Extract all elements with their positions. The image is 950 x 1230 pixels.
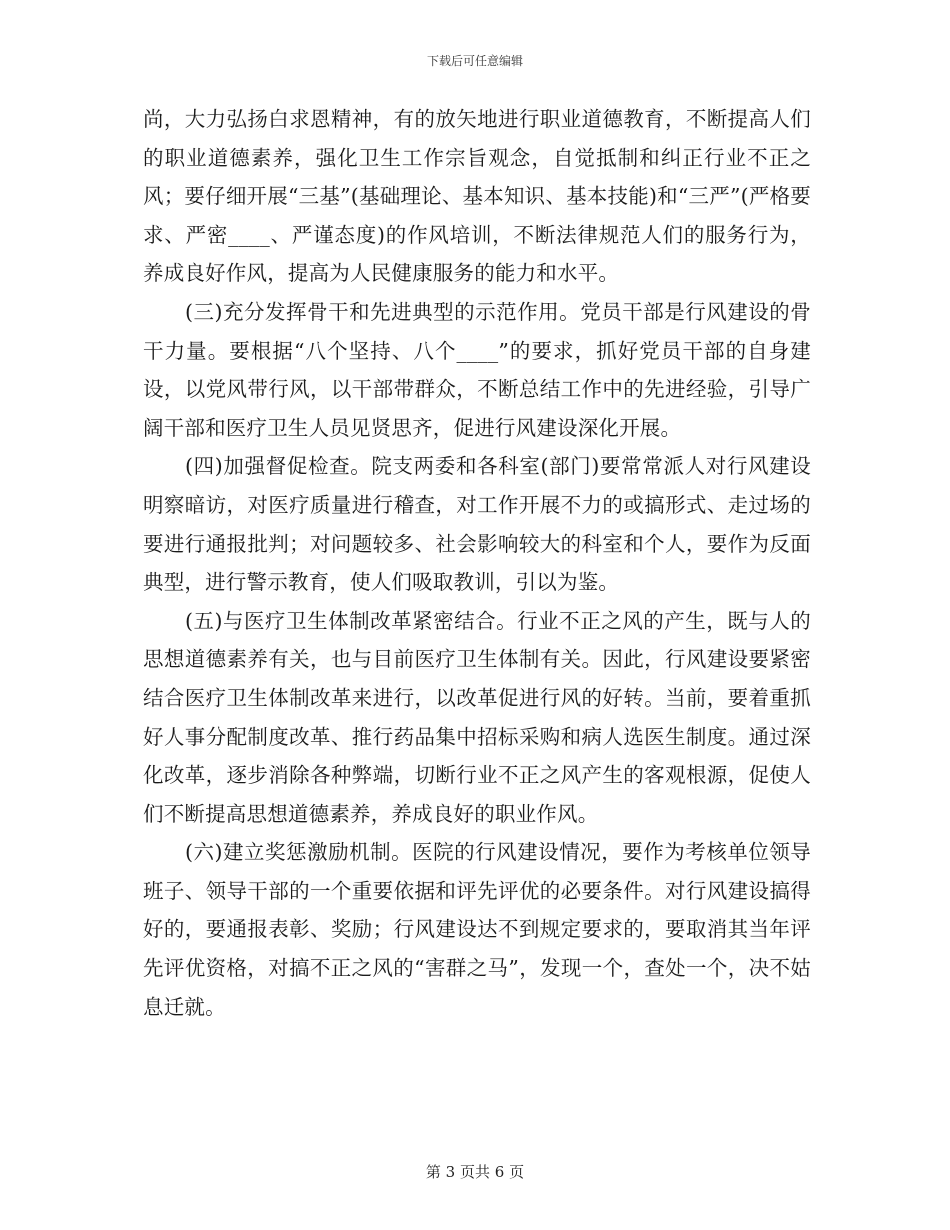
page-header: 下载后可任意编辑	[426, 54, 523, 68]
paragraph-continuation: 尚，大力弘扬白求恩精神，有的放矢地进行职业道德教育，不断提高人们的职业道德素养，强化卫生工作宗旨观念，自觉抵制和纠正行业不正之风；要仔细开展“三基”(基础理论、基本知识、基本技能)和“三严”(严格要求、严密____、严谨态度)的作风培训，不断法律规范人们的服务行为，养成良好作风，提高为人民健康服务的能力和水平。	[143, 107, 811, 286]
paragraph-section-5: (五)与医疗卫生体制改革紧密结合。行业不正之风的产生，既与人的思想道德素养有关，也与目前医疗卫生体制有关。因此，行风建设要紧密结合医疗卫生体制改革来进行，以改革促进行风的好转。当前，要着重抓好人事分配制度改革、推行药品集中招标采购和病人选医生制度。通过深化改革，逐步消除各种弊端，切断行业不正之风产生的客观根源，促使人们不断提高思想道德素养，养成良好的职业作风。	[143, 608, 811, 826]
page-footer: 第 3 页共 6 页	[425, 1163, 525, 1181]
paragraph-section-4: (四)加强督促检查。院支两委和各科室(部门)要常常派人对行风建设明察暗访，对医疗质量进行稽查，对工作开展不力的或搞形式、走过场的要进行通报批判；对问题较多、社会影响较大的科室和个人，要作为反面典型，进行警示教育，使人们吸取教训，引以为鉴。	[143, 454, 811, 595]
paragraph-section-3: (三)充分发挥骨干和先进典型的示范作用。党员干部是行风建设的骨干力量。要根据“八个坚持、八个____”的要求，抓好党员干部的自身建设，以党风带行风，以干部带群众，不断总结工作中的先进经验，引导广阔干部和医疗卫生人员见贤思齐，促进行风建设深化开展。	[143, 299, 811, 440]
document-body	[143, 100, 811, 1026]
paragraph-section-6: (六)建立奖惩激励机制。医院的行风建设情况，要作为考核单位领导班子、领导干部的一个重要依据和评先评优的必要条件。对行风建设搞得好的，要通报表彰、奖励；行风建设达不到规定要求的，要取消其当年评先评优资格，对搞不正之风的“害群之马”，发现一个，查处一个，决不姑息迁就。	[143, 840, 811, 1019]
